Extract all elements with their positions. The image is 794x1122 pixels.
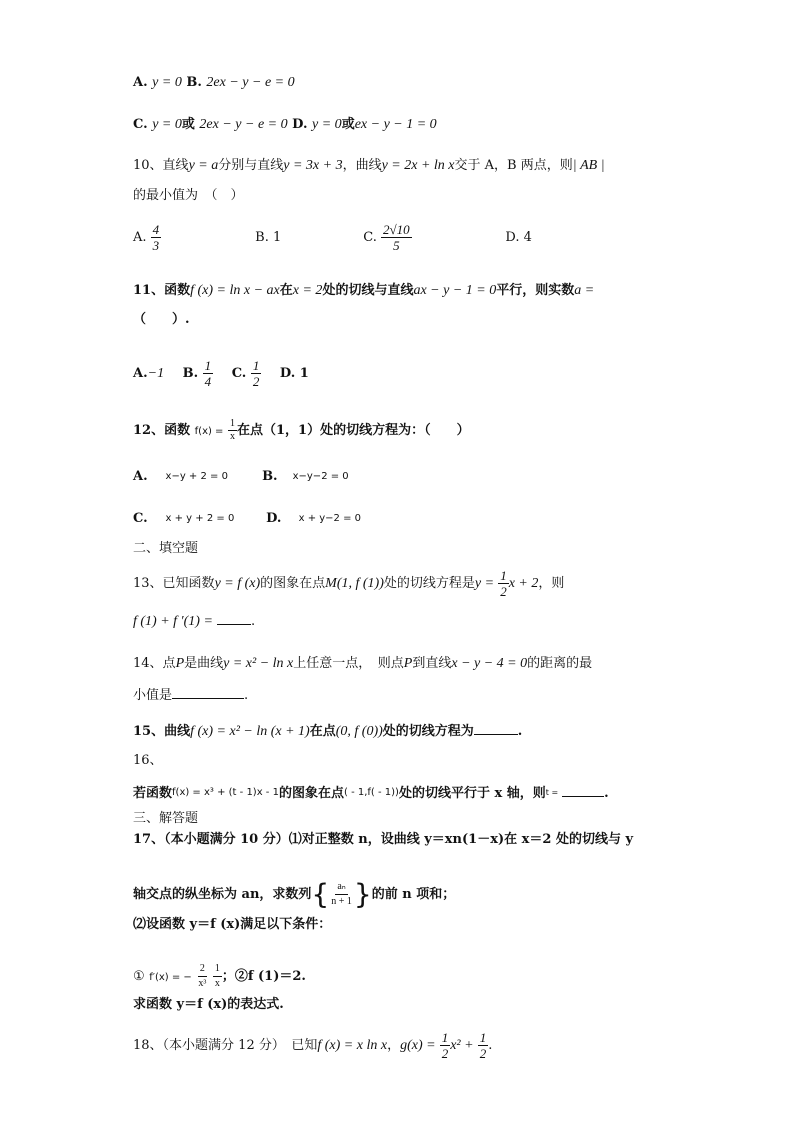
q9-option-c-eq2: 2ex − y − e = 0 <box>199 117 288 132</box>
q10-options <box>133 222 532 253</box>
q11-options: A.−1 B. $\frac{1}{4}$ C. $\frac{1}{2}$ D. 1 <box>133 358 309 389</box>
q13-answer-line: f (1) + f ′(1) = . <box>133 614 256 629</box>
q10-option-c: C. $\frac{2√10}{5}$ <box>363 222 410 253</box>
q9-option-c-eq1: y = 0 <box>152 117 182 132</box>
q9-or-2: 或 <box>341 117 355 132</box>
q9-option-c-label: C. <box>133 117 148 132</box>
q14-stem: 14、点P是曲线y = x² − ln x上任意一点， 则点P到直线x − y − 4 = 0的距离的最 <box>133 656 593 671</box>
q10-option-d: D. 4 <box>505 230 532 245</box>
q10-option-a: A. $\frac{4}{3}$ <box>133 222 160 253</box>
q18-stem: 18、（本小题满分 12 分） 已知f (x) = x ln x，g(x) = $\frac{1}{2}$ x² + $\frac{1}{2}$ . <box>133 1030 493 1061</box>
q9-option-d-label: D. <box>292 117 308 132</box>
q9-option-d-eq2: ex − y − 1 = 0 <box>354 117 437 132</box>
q12-options-cd: C. x + y + 2 = 0 D. x + y−2 = 0 <box>133 511 362 526</box>
section-solve-heading: 三、解答题 <box>133 811 199 826</box>
q9-or: 或 <box>181 117 195 132</box>
q15-stem: 15、曲线f (x) = x² − ln (x + 1)在点(0, f (0))处的切线方程为 . <box>133 724 523 739</box>
q13-stem: 13、已知函数y = f (x)的图象在点M(1, f (1))处的切线方程是y = $\frac{1}{2}$ x + 2，则 <box>133 568 565 599</box>
q17-part2: ⑵设函数 y＝f (x)满足以下条件： <box>133 917 332 932</box>
q9-option-a-eq: y = 0 <box>152 75 182 90</box>
q9-option-b-label: B. <box>186 75 202 90</box>
q10-stem-line2: 的最小值为 （ ） <box>133 188 244 203</box>
q11-stem-line2: （ ）. <box>133 312 190 327</box>
q16-number: 16、 <box>133 753 163 768</box>
q16-answer-blank[interactable] <box>562 784 604 797</box>
q14-answer-line: 小值是 . <box>133 688 249 703</box>
q9-options-cd <box>133 116 437 134</box>
q17-ask: 求函数 y＝f (x)的表达式. <box>133 997 284 1012</box>
q16-stem: 若函数$^{f(x) = x^3 + (t - 1)x - 1}$的图象在点$^{( - 1,f( - 1))}$处的切线平行于 x 轴，则$^{t =}$ . <box>133 786 609 801</box>
q17-conditions: ① f′(x) = − $\frac{2}{\text{x³}}$ $\frac{1}{x}$ ；②f (1)＝2. <box>133 963 306 989</box>
q9-option-d-eq1: y = 0 <box>312 117 342 132</box>
q14-answer-blank[interactable] <box>172 686 244 699</box>
q12-options-ab: A. x−y + 2 = 0 B. x−y−2 = 0 <box>133 469 349 484</box>
q17-stem: 17、（本小题满分 10 分）⑴对正整数 n，设曲线 y＝xn(1－x)在 x＝2 处的切线与 y <box>133 832 634 847</box>
q17-seq-line: 轴交点的纵坐标为 an，求数列{ $\frac{\text{aₙ}}{n + 1}$ }的前 n 项和； <box>133 877 456 911</box>
q11-stem: 11、函数f (x) = ln x − ax在x = 2处的切线与直线ax − y − 1 = 0平行，则实数a = <box>133 283 595 298</box>
q12-stem: 12、函数 f(x) = $\frac{1}{x}$ 在点（1，1）处的切线方程为：（ ） <box>133 418 470 442</box>
q10-stem: 10、直线y = a分别与直线y = 3x + 3，曲线y = 2x + ln x交于 A，B 两点，则| AB | <box>133 158 605 173</box>
q10-option-b: B. 1 <box>255 230 282 245</box>
q13-answer-blank[interactable] <box>217 612 251 625</box>
q9-options-ab <box>133 74 295 92</box>
q9-option-a-label: A. <box>133 75 148 90</box>
section-fill-in-heading: 二、填空题 <box>133 541 199 556</box>
q15-answer-blank[interactable] <box>474 722 518 735</box>
q9-option-b-eq: 2ex − y − e = 0 <box>206 75 295 90</box>
